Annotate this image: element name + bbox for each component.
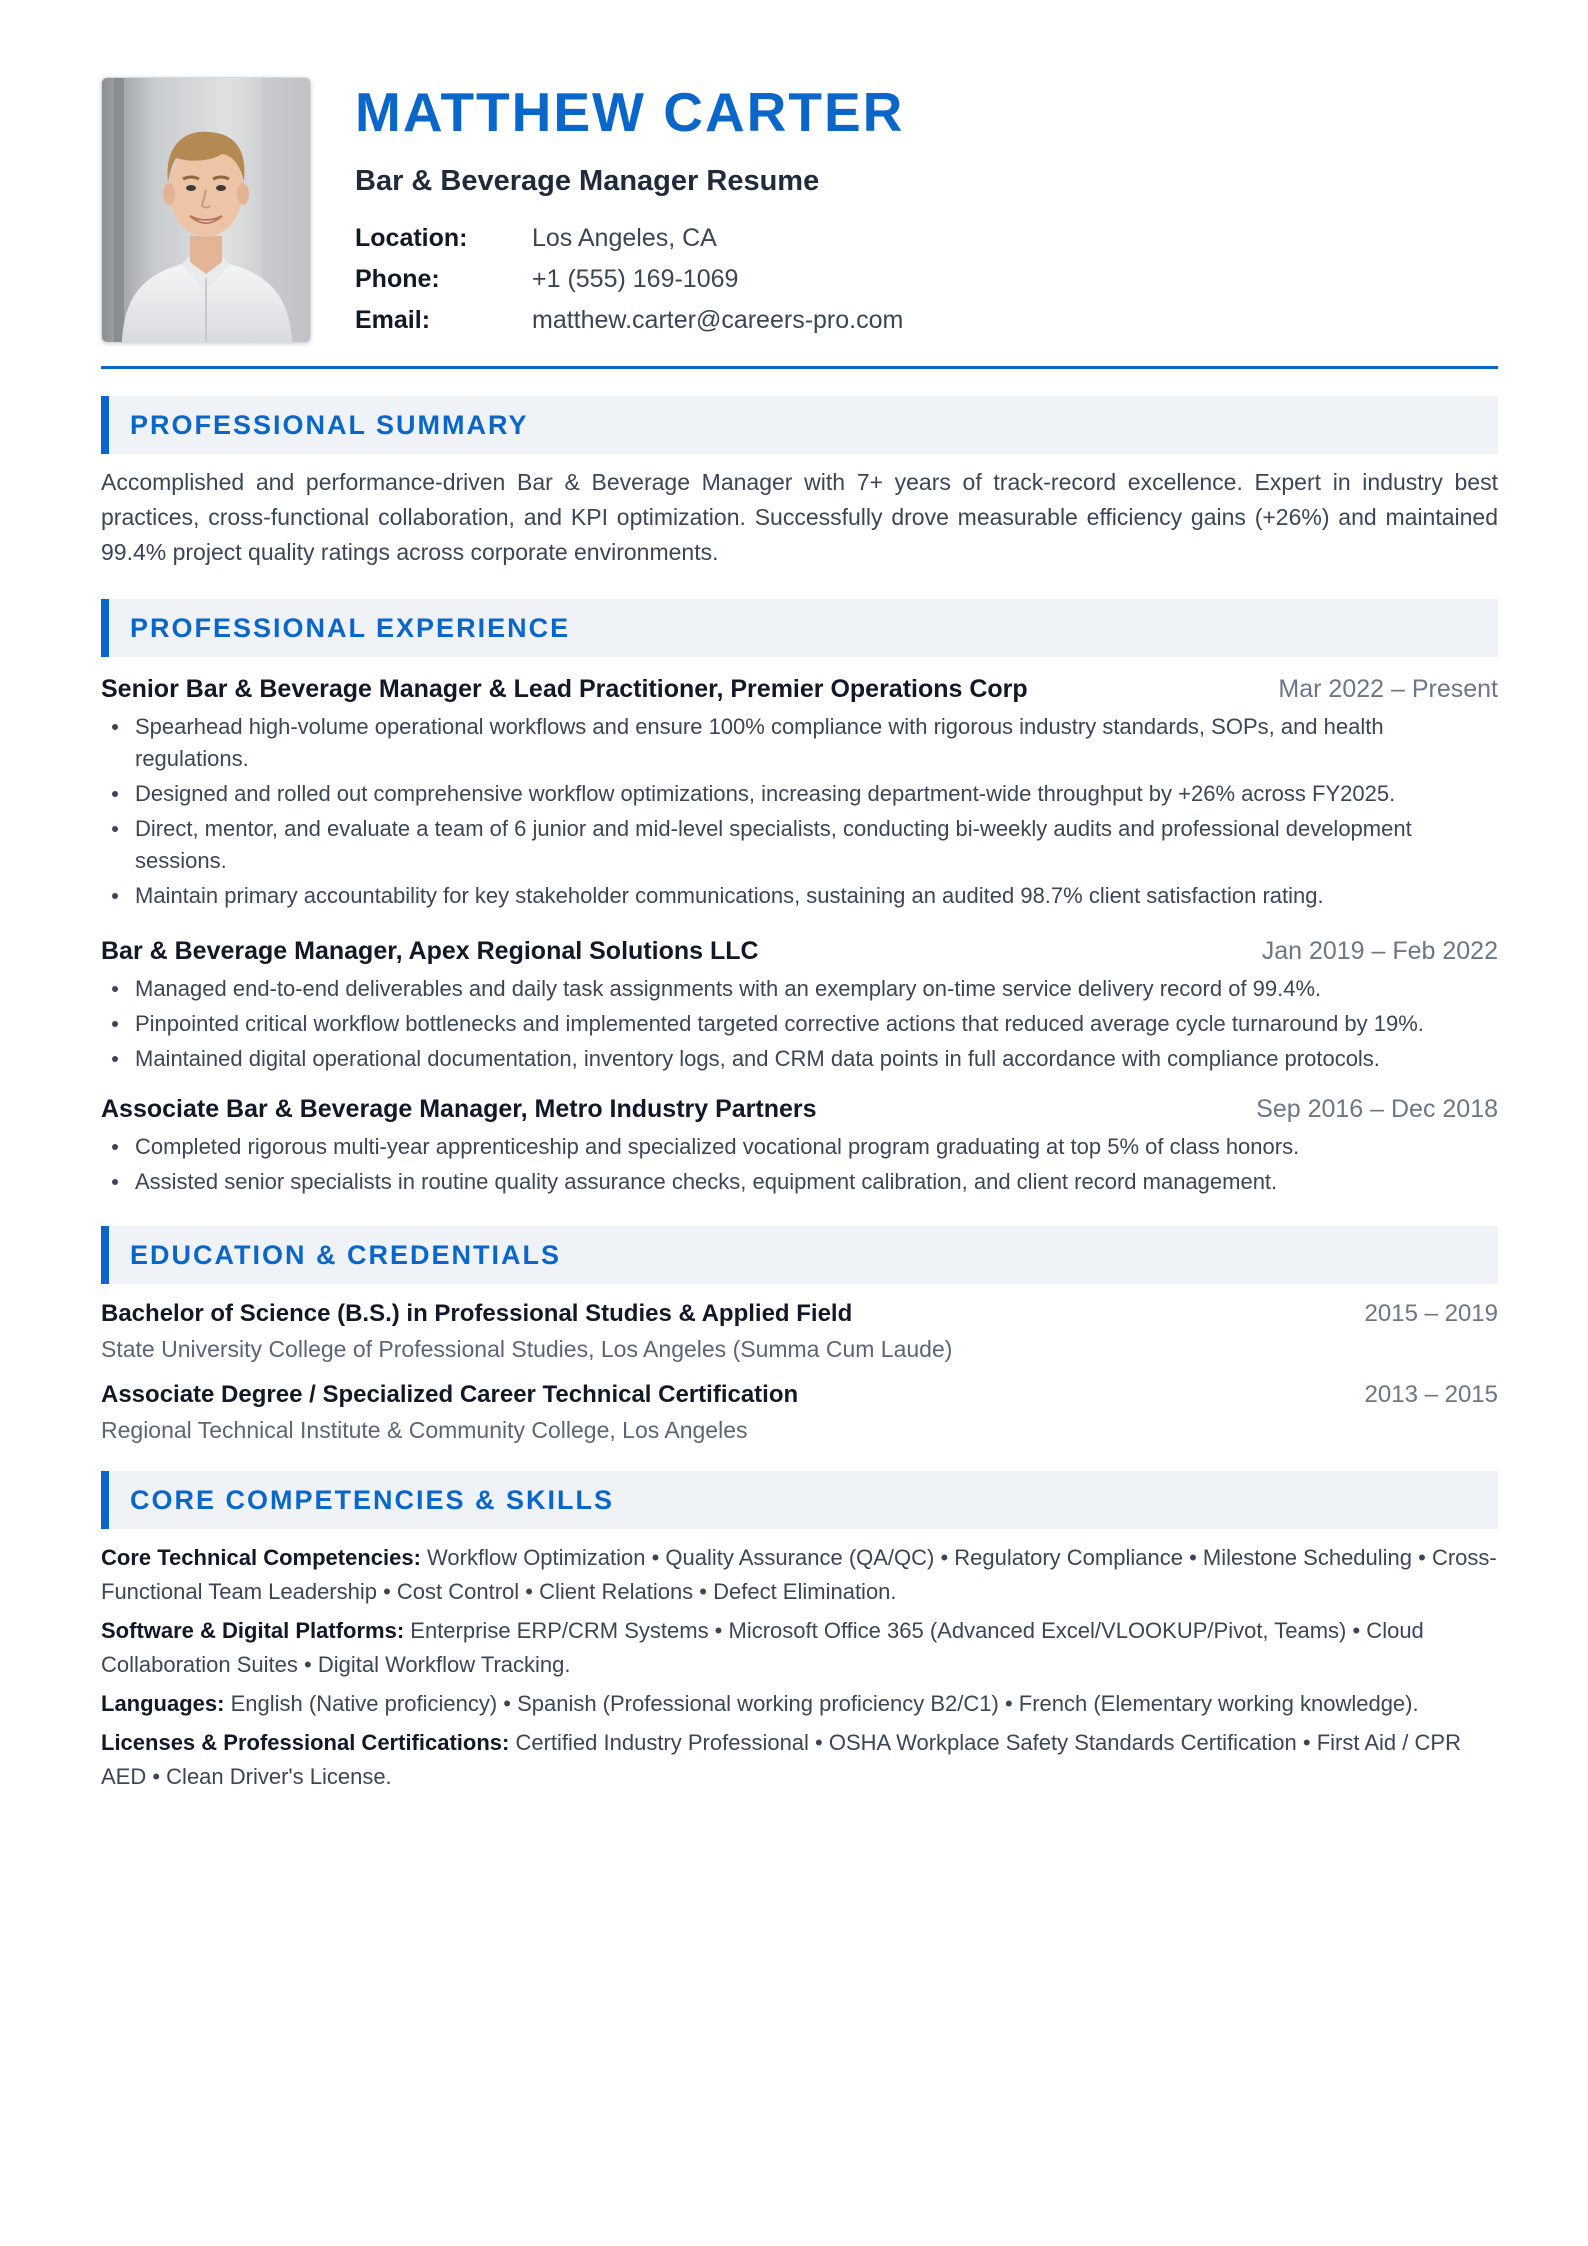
job-title: Bar & Beverage Manager, Apex Regional Solutions LLC: [101, 937, 759, 965]
skill-group-label: Languages:: [101, 1691, 225, 1716]
job-title: Associate Bar & Beverage Manager, Metro Industry Partners: [101, 1095, 817, 1123]
resume-subtitle: Bar & Beverage Manager Resume: [355, 165, 820, 197]
bullet-text: Maintain primary accountability for key stakeholder communications, sustaining an audited 98.7% client satisfaction rating.: [135, 883, 1324, 908]
job-bullets: [101, 973, 1498, 1078]
summary-text: Accomplished and performance-driven Bar & Beverage Manager with 7+ years of track-record excellence. Expert in industry best practices, cross-functional collaboration, and KPI optimization. Successfully drove measurable efficiency gains (+26%) and maintained 99.4% project quality ratings across corporate environments.: [101, 469, 1498, 565]
skill-group-text: Workflow Optimization • Quality Assurance (QA/QC) • Regulatory Compliance • Milestone Scheduling • Cross-Functional Team Leadership • Cost Control • Client Relations • Defect Elimination.: [101, 1545, 1497, 1604]
bullet-dot: [112, 1021, 118, 1027]
section-heading-skills: [101, 1471, 1498, 1529]
skill-group: [101, 1541, 1498, 1609]
bullet-item: [101, 1043, 1498, 1075]
bullet-item: [101, 973, 1498, 1005]
school-name: State University College of Professional Studies, Los Angeles (Summa Cum Laude): [101, 1336, 953, 1362]
bullet-item: [101, 880, 1498, 912]
bullet-item: [101, 778, 1498, 810]
bullet-dot: [112, 826, 118, 832]
skills-list: [101, 1541, 1498, 1799]
profile-photo: [101, 77, 311, 343]
bullet-dot: [112, 1056, 118, 1062]
skill-group: [101, 1614, 1498, 1682]
job-title: Senior Bar & Beverage Manager & Lead Practitioner, Premier Operations Corp: [101, 675, 1028, 703]
bullet-text: Spearhead high-volume operational workflows and ensure 100% compliance with rigorous industry standards, SOPs, and health regulations.: [135, 714, 1384, 771]
skill-group-label: Core Technical Competencies:: [101, 1545, 421, 1570]
contact-label: Email:: [355, 306, 431, 334]
contact-label: Phone:: [355, 265, 440, 293]
bullet-dot: [112, 1144, 118, 1150]
bullet-text: Managed end-to-end deliverables and daily task assignments with an exemplary on-time service delivery record of 99.4%.: [135, 976, 1322, 1001]
bullet-dot: [112, 724, 118, 730]
section-heading-experience: [101, 599, 1498, 657]
skill-group: [101, 1687, 1498, 1721]
section-heading-text: EDUCATION & CREDENTIALS: [130, 1240, 562, 1270]
education-dates: 2013 – 2015: [1364, 1381, 1498, 1408]
skill-group: [101, 1726, 1498, 1794]
bullet-text: Assisted senior specialists in routine quality assurance checks, equipment calibration, and client record management.: [135, 1169, 1278, 1194]
job-dates: Sep 2016 – Dec 2018: [1256, 1095, 1498, 1123]
bullet-dot: [112, 986, 118, 992]
degree-title: Associate Degree / Specialized Career Technical Certification: [101, 1381, 799, 1408]
section-heading-text: CORE COMPETENCIES & SKILLS: [130, 1485, 615, 1515]
education-dates: 2015 – 2019: [1364, 1300, 1498, 1327]
contact-label: Location:: [355, 224, 468, 252]
bullet-text: Pinpointed critical workflow bottlenecks and implemented targeted corrective actions that reduced average cycle turnaround by 19%.: [135, 1011, 1424, 1036]
bullet-dot: [112, 893, 118, 899]
section-heading-education: [101, 1226, 1498, 1284]
degree-title: Bachelor of Science (B.S.) in Professional Studies & Applied Field: [101, 1300, 853, 1327]
bullet-item: [101, 1166, 1498, 1198]
candidate-name: MATTHEW CARTER: [355, 81, 905, 143]
job-header: [101, 1093, 1498, 1125]
section-heading-summary: [101, 396, 1498, 454]
job-bullets: [101, 711, 1498, 915]
bullet-text: Maintained digital operational documentation, inventory logs, and CRM data points in full accordance with compliance protocols.: [135, 1046, 1380, 1071]
header-divider: [101, 366, 1498, 369]
bullet-item: [101, 1131, 1498, 1163]
bullet-item: [101, 813, 1498, 877]
skill-group-text: Certified Industry Professional • OSHA Workplace Safety Standards Certification • First Aid / CPR AED • Clean Driver's License.: [101, 1730, 1461, 1789]
phone-value: +1 (555) 169-1069: [532, 265, 739, 293]
section-heading-text: PROFESSIONAL EXPERIENCE: [130, 613, 571, 643]
bullet-dot: [112, 791, 118, 797]
section-heading-text: PROFESSIONAL SUMMARY: [130, 410, 529, 440]
bullet-item: [101, 1008, 1498, 1040]
job-dates: Mar 2022 – Present: [1278, 675, 1498, 703]
skill-group-text: Enterprise ERP/CRM Systems • Microsoft Office 365 (Advanced Excel/VLOOKUP/Pivot, Teams) • Cloud Collaboration Suites • Digital Workflow Tracking.: [101, 1618, 1424, 1677]
job-bullets: [101, 1131, 1498, 1201]
location-value: Los Angeles, CA: [532, 224, 717, 252]
bullet-text: Direct, mentor, and evaluate a team of 6 junior and mid-level specialists, conducting bi-weekly audits and professional development sessions.: [135, 816, 1412, 873]
skill-group-text: English (Native proficiency) • Spanish (Professional working proficiency B2/C1) • French (Elementary working knowledge).: [230, 1691, 1419, 1716]
resume-header: [101, 77, 1498, 367]
bullet-item: [101, 711, 1498, 775]
bullet-dot: [112, 1179, 118, 1185]
school-name: Regional Technical Institute & Community College, Los Angeles: [101, 1417, 748, 1443]
bullet-text: Designed and rolled out comprehensive workflow optimizations, increasing department-wide throughput by +26% across FY2025.: [135, 781, 1396, 806]
skill-group-label: Software & Digital Platforms:: [101, 1618, 405, 1643]
job-dates: Jan 2019 – Feb 2022: [1261, 937, 1498, 965]
bullet-text: Completed rigorous multi-year apprenticeship and specialized vocational program graduating at top 5% of class honors.: [135, 1134, 1300, 1159]
job-header: [101, 673, 1498, 705]
email-value: matthew.carter@careers-pro.com: [532, 306, 904, 334]
skill-group-label: Licenses & Professional Certifications:: [101, 1730, 510, 1755]
job-header: [101, 935, 1498, 967]
